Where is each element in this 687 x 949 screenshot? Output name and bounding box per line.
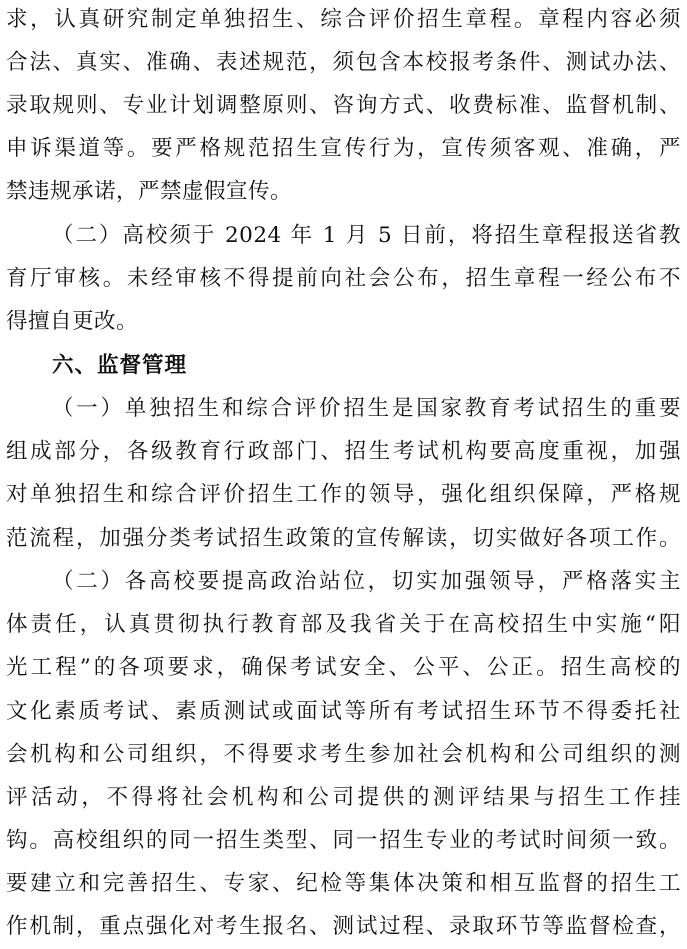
paragraph-line: （一）单独招生和综合评价招生是国家教育考试招生的重要 [52,396,681,421]
paragraph-line: 光工程”的各项要求，确保考试安全、公平、公正。招生高校的 [6,655,681,680]
section-heading: 六、监督管理 [52,353,188,378]
paragraph-line: 对单独招生和综合评价招生工作的领导，强化组织保障，严格规 [6,482,681,507]
paragraph-line: 作机制，重点强化对考生报名、测试过程、录取环节等监督检查， [6,914,681,939]
paragraph-line: （二）高校须于 2024 年 1 月 5 日前，将招生章程报送省教 [52,223,681,248]
paragraph-line: 范流程，加强分类考试招生政策的宣传解读，切实做好各项工作。 [6,526,681,551]
paragraph-line: 组成部分，各级教育行政部门、招生考试机构要高度重视，加强 [6,439,681,464]
paragraph-line: 会机构和公司组织，不得要求考生参加社会机构和公司组织的测 [6,742,681,767]
paragraph-line: 录取规则、专业计划调整原则、咨询方式、收费标准、监督机制、 [6,93,681,118]
paragraph-line: 体责任，认真贯彻执行教育部及我省关于在高校招生中实施“阳 [6,612,681,637]
paragraph-line: 评活动，不得将社会机构和公司提供的测评结果与招生工作挂 [6,785,681,810]
paragraph-line: 申诉渠道等。要严格规范招生宣传行为，宣传须客观、准确，严 [6,136,681,161]
paragraph-line: 求，认真研究制定单独招生、综合评价招生章程。章程内容必须 [6,7,681,32]
paragraph-line: 钩。高校组织的同一招生类型、同一招生专业的考试时间须一致。 [6,828,681,853]
paragraph-line: 文化素质考试、素质测试或面试等所有考试招生环节不得委托社 [6,699,681,724]
paragraph-line: 要建立和完善招生、专家、纪检等集体决策和相互监督的招生工 [6,871,681,896]
paragraph-line: 得擅自更改。 [6,309,139,334]
paragraph-line: （二）各高校要提高政治站位，切实加强领导，严格落实主 [52,569,681,594]
paragraph-line: 育厅审核。未经审核不得提前向社会公布，招生章程一经公布不 [6,266,681,291]
paragraph-line: 禁违规承诺，严禁虚假宣传。 [6,179,293,204]
paragraph-line: 合法、真实、准确、表述规范，须包含本校报考条件、测试办法、 [6,50,681,75]
